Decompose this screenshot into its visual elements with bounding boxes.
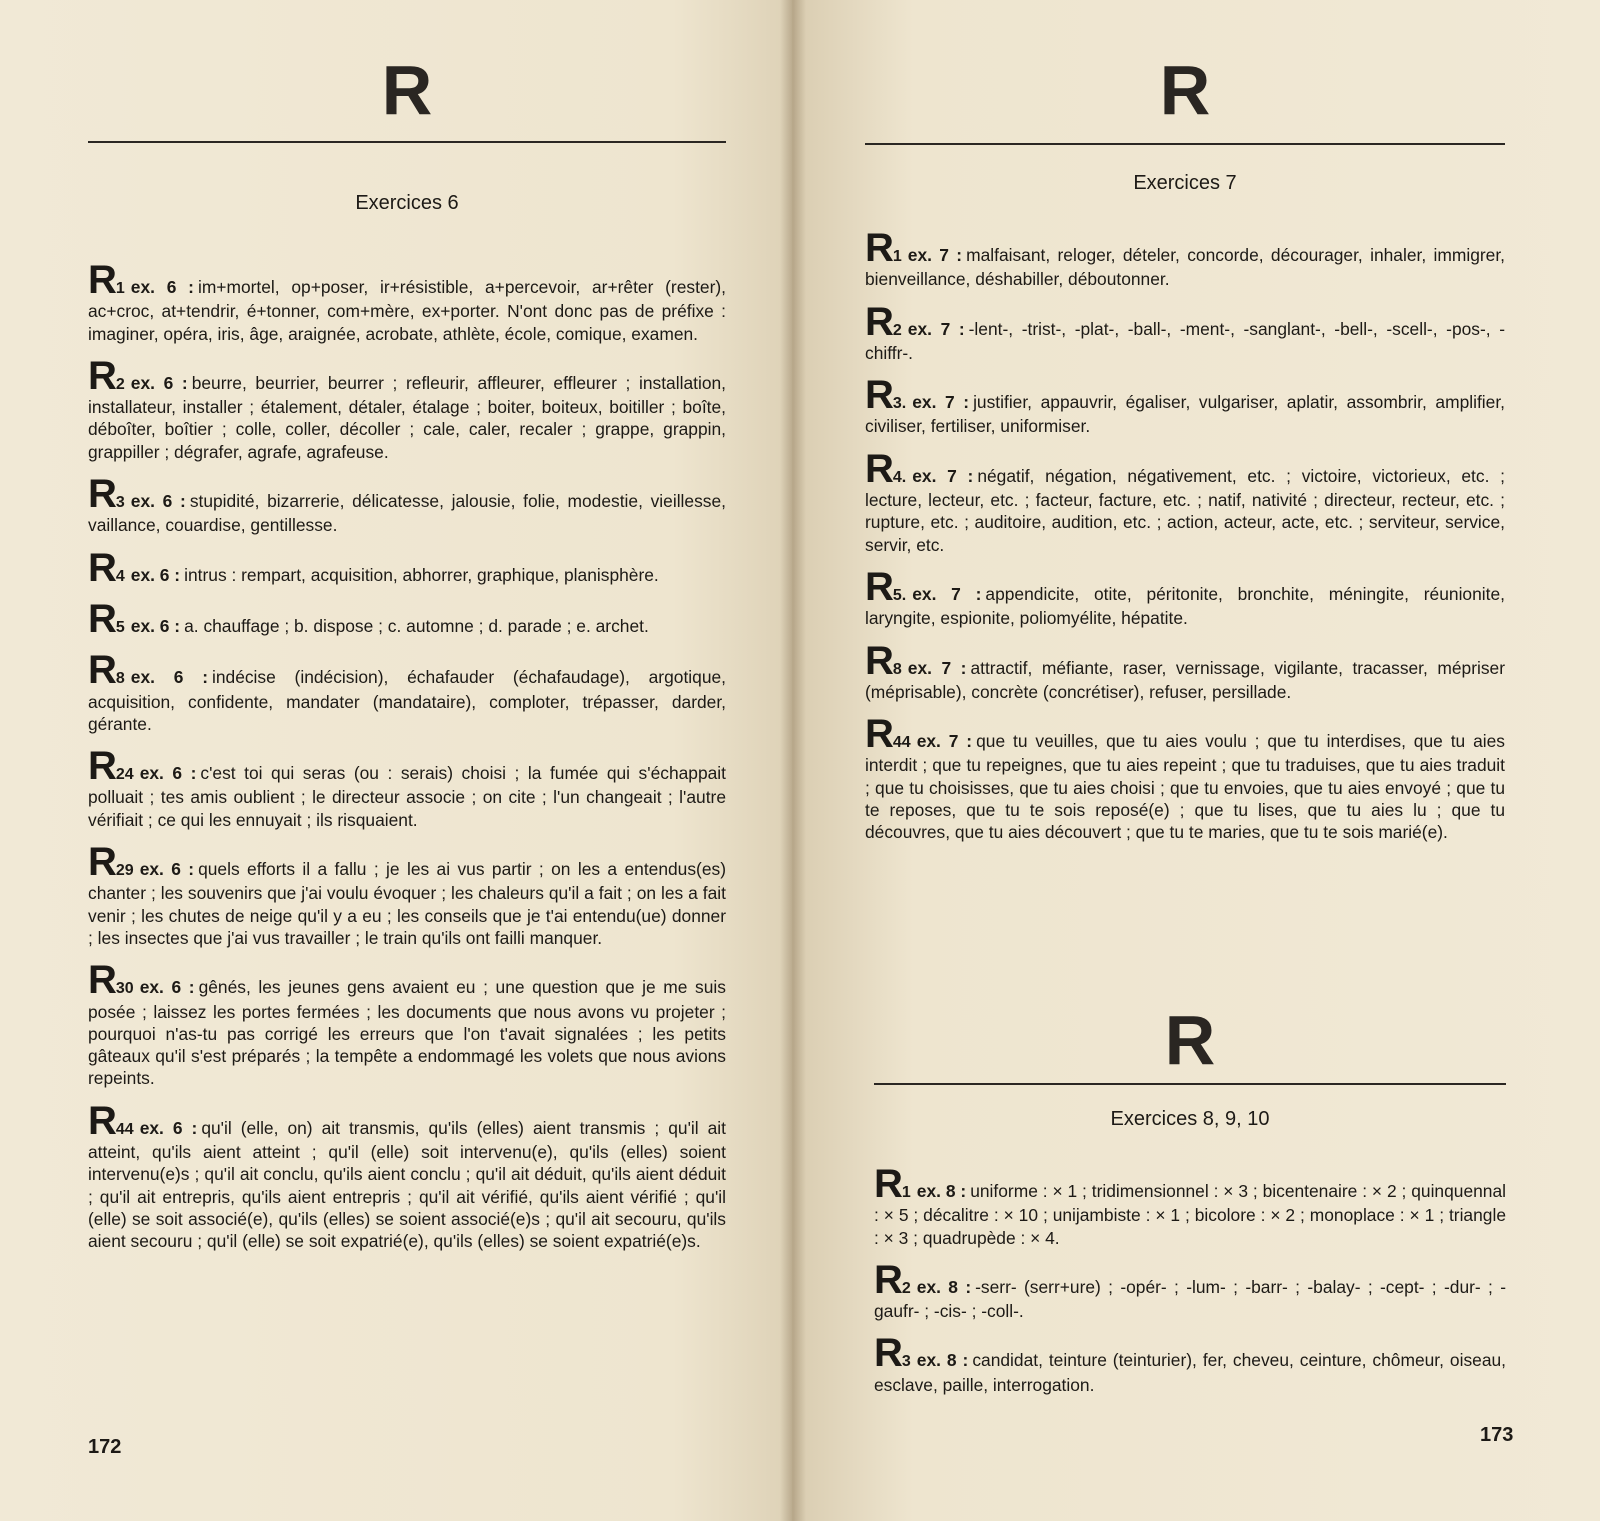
entry-letter: R — [865, 299, 893, 344]
entry-letter: R — [874, 1257, 902, 1302]
entry-number: 44 — [115, 1120, 134, 1138]
entry-text: uniforme : × 1 ; tridimensionnel : × 3 ; bicentenaire : × 2 ; quinquennal : × 5 ; décalitre : × 10 ; unijambiste : × 1 ; bicolore : × 2 ; monoplace : × 1 ; triangle : × 3 ; quadrupède : × 4. — [874, 1181, 1506, 1248]
entry-number: 5. — [892, 586, 907, 604]
entry-number: 8 — [892, 660, 902, 678]
entry-letter: R — [88, 545, 116, 590]
entry-exercise-ref: ex. 6 : — [139, 1117, 198, 1138]
entry-text: appendicite, otite, péritonite, bronchite, méningite, réunionite, laryngite, espionite, poliomyélite, hépatite. — [865, 583, 1505, 629]
entry-letter: R — [88, 258, 116, 302]
answer-entry — [865, 638, 1506, 704]
entry-exercise-ref: ex. 7 : — [912, 465, 974, 486]
left-section — [88, 51, 727, 1273]
entry-letter: R — [865, 446, 893, 491]
entry-letter: R — [88, 744, 116, 789]
entry-letter: R — [88, 472, 116, 517]
entry-text: qu'il (elle, on) ait transmis, qu'ils (elles) aient transmis ; qu'il ait atteint, qu'ils aient atteint ; qu'il (elle) soit intervenu(e), qu'ils (elles) soient intervenu(e)s ; qu'il ait conclu, qu'ils aient conclu ; qu'il ait déduit, qu'ils aient déduit ; qu'il ait entrepris, qu'ils aient entrepris ; qu'il ait vérifié, qu'ils aient vérifié ; qu'il (elle) se soit associé(e), qu'ils (elles) se soient associé(e)s ; qu'il ait secouru, qu'ils aient secouru ; qu'il (elle) se soit expatrié(e), qu'ils (elles) se soient expatrié(e)s. — [88, 1117, 726, 1252]
answer-entry — [88, 648, 726, 735]
entry-text: stupidité, bizarrerie, délicatesse, jalousie, folie, modestie, vieillesse, vaillance, couardise, gentillesse. — [88, 491, 726, 536]
entry-number: 24 — [115, 766, 134, 784]
answer-entry — [88, 958, 726, 1089]
entry-text: malfaisant, reloger, dételer, concorde, décourager, inhaler, immigrer, bienveillance, déshabiller, déboutonner. — [865, 245, 1505, 290]
book-gutter — [780, 0, 806, 1521]
entry-text: im+mortel, op+poser, ir+résistible, a+percevoir, ar+rêter (rester), ac+croc, at+tendrir, é+tonner, com+mère, ex+porter. N'ont donc pas de préfixe : imaginer, opéra, iris, âge, araignée, acrobate, athlète, école, comique, examen. — [88, 277, 726, 344]
entry-exercise-ref: ex. 6 : — [130, 667, 208, 688]
entry-exercise-ref: ex. 7 : — [912, 392, 970, 413]
answer-entry — [88, 596, 726, 641]
entry-letter: R — [865, 226, 893, 270]
answer-entry — [88, 840, 726, 949]
entry-list — [874, 1162, 1506, 1396]
entry-exercise-ref: ex. 6 : — [130, 564, 181, 585]
entry-letter: R — [865, 564, 893, 609]
answer-entry — [88, 1098, 726, 1253]
entry-text: c'est toi qui seras (ou : serais) choisi ; la fumée qui s'échappait polluait ; tes amis oublient ; le directeur associe ; on cite ; l'un changeait ; l'autre vérifiait ; ce qui les ennuyait ; ils risquaient. — [88, 763, 726, 830]
answer-entry — [874, 1162, 1506, 1249]
entry-number: 30 — [115, 980, 134, 998]
page-number: 173 — [1480, 1424, 1514, 1446]
entry-exercise-ref: ex. 6 : — [130, 372, 188, 393]
entry-number: 1 — [892, 248, 902, 265]
section-heading: Exercices 8, 9, 10 — [1110, 1108, 1270, 1130]
entry-text: négatif, négation, négativement, etc. ; victoire, victorieux, etc. ; lecture, lecteur, etc. ; facteur, facture, etc. ; natif, nativité ; directeur, recteur, etc. ; rupture, etc. ; auditoire, audition, etc. ; action, acteur, acte, etc. ; serviteur, service, servir, etc. — [865, 465, 1505, 555]
entry-letter: R — [865, 638, 893, 683]
entry-number: 2 — [901, 1279, 911, 1297]
answer-entry — [88, 353, 727, 463]
entry-letter: R — [874, 1162, 902, 1206]
entry-letter: R — [865, 373, 893, 418]
entry-text: attractif, méfiante, raser, vernissage, vigilante, tracasser, mépriser (méprisable), concrète (concrétiser), refuser, persillade. — [865, 657, 1506, 702]
answer-entry — [874, 1331, 1506, 1396]
answer-entry — [865, 564, 1505, 630]
entry-exercise-ref: ex. 7 : — [907, 245, 963, 265]
entry-text: que tu veuilles, que tu aies voulu ; que tu interdises, que tu aies interdit ; que tu repeignes, que tu aies repeint ; que tu traduises, que tu aies traduit ; que tu choisisses, que tu aies choisi ; que tu envoies, que tu aies envoyé ; que tu te reposes, que tu te sois reposé(e) ; que tu lises, que tu aies lu ; que tu découvres, que tu aies découvert ; que tu te maries, que tu te sois marié(e). — [865, 731, 1505, 843]
entry-letter: R — [88, 958, 116, 1003]
right-section-a — [865, 51, 1506, 864]
entry-text: gênés, les jeunes gens avaient eu ; une question que je me suis posée ; laissez les portes fermées ; les documents que nous avons vu projeter ; pourquoi n'as-tu pas corrigé les erreurs que l'on t'avait signalées ; les petits gâteaux qu'il s'est préparés ; la tempête a endommagé les volets que nous avions repeints. — [88, 977, 726, 1089]
entry-exercise-ref: ex. 6 : — [130, 277, 194, 297]
answer-entry — [865, 299, 1505, 365]
answer-entry — [88, 545, 726, 590]
answer-entry — [865, 373, 1505, 438]
answer-entry — [88, 472, 726, 537]
entry-letter: R — [874, 1331, 902, 1376]
entry-number: 3 — [115, 494, 125, 512]
page-number: 172 — [88, 1436, 122, 1458]
section-heading: Exercices 6 — [355, 192, 459, 214]
section-rule — [874, 1083, 1506, 1085]
entry-exercise-ref: ex. 8 : — [916, 1350, 969, 1371]
entry-number: 44 — [892, 734, 911, 752]
entry-exercise-ref: ex. 7 : — [916, 731, 973, 752]
left-page — [0, 0, 792, 1521]
entry-exercise-ref: ex. 6 : — [130, 491, 186, 512]
section-letter: R — [1164, 1001, 1216, 1079]
answer-entry — [88, 744, 726, 831]
answer-entry — [865, 226, 1505, 291]
entry-number: 8 — [115, 670, 125, 688]
entry-text: quels efforts il a fallu ; je les ai vus partir ; on les a entendus(es) chanter ; les souvenirs que j'ai voulu évoquer ; les chaleurs qu'il a fait ; on les a fait venir ; les chutes de neige qu'il y a eu ; les conseils que je t'ai entendu(ue) donner ; les insectes que j'ai vus travailler ; le train qu'ils ont failli manquer. — [88, 859, 726, 948]
entry-exercise-ref: ex. 7 : — [912, 583, 982, 604]
entry-number: 4. — [892, 468, 907, 486]
entry-exercise-ref: ex. 6 : — [130, 615, 181, 636]
answer-entry — [865, 712, 1505, 843]
entry-number: 5 — [115, 618, 125, 636]
entry-list — [865, 226, 1506, 844]
section-rule — [865, 143, 1505, 145]
entry-exercise-ref: ex. 8 : — [916, 1276, 972, 1297]
section-letter: R — [1159, 51, 1211, 129]
entry-text: a. chauffage ; b. dispose ; c. automne ; d. parade ; e. archet. — [184, 615, 649, 636]
entry-number: 1 — [115, 280, 125, 297]
entry-letter: R — [88, 353, 116, 398]
entry-number: 4 — [115, 567, 125, 585]
entry-letter: R — [88, 596, 116, 641]
entry-number: 2 — [892, 321, 902, 339]
entry-list — [88, 258, 727, 1253]
entry-text: -lent-, -trist-, -plat-, -ball-, -ment-, -sanglant-, -bell-, -scell-, -pos-, -chiffr-. — [865, 318, 1505, 363]
answer-entry — [865, 446, 1505, 556]
answer-entry — [88, 258, 726, 345]
entry-letter: R — [88, 1098, 116, 1143]
section-letter: R — [381, 51, 433, 129]
entry-number: 29 — [115, 862, 134, 880]
entry-text: indécise (indécision), échafauder (échafaudage), argotique, acquisition, confidente, mandater (mandataire), comploter, trépasser, darder, gérante. — [88, 667, 726, 734]
section-heading: Exercices 7 — [1133, 172, 1237, 194]
entry-exercise-ref: ex. 6 : — [139, 977, 195, 998]
entry-letter: R — [88, 840, 116, 885]
entry-text: -serr- (serr+ure) ; -opér- ; -lum- ; -barr- ; -balay- ; -cept- ; -dur- ; -gaufr- ; -cis- ; -coll-. — [874, 1276, 1506, 1322]
entry-exercise-ref: ex. 8 : — [916, 1181, 967, 1201]
entry-number: 2 — [115, 375, 125, 393]
entry-number: 3. — [892, 395, 907, 413]
entry-exercise-ref: ex. 7 : — [907, 657, 967, 678]
entry-exercise-ref: ex. 7 : — [907, 318, 965, 339]
entry-letter: R — [88, 648, 116, 693]
entry-text: intrus : rempart, acquisition, abhorrer, graphique, planisphère. — [184, 564, 659, 585]
entry-exercise-ref: ex. 6 : — [139, 763, 197, 784]
entry-text: justifier, appauvrir, égaliser, vulgariser, aplatir, assombrir, amplifier, civiliser, fertiliser, uniformiser. — [865, 392, 1505, 437]
entry-exercise-ref: ex. 6 : — [139, 859, 195, 880]
entry-number: 1 — [901, 1184, 911, 1201]
right-section-b — [874, 1001, 1506, 1416]
answer-entry — [874, 1257, 1506, 1323]
entry-letter: R — [865, 712, 893, 757]
section-rule — [88, 141, 726, 143]
right-page — [792, 0, 1600, 1521]
entry-text: candidat, teinture (teinturier), fer, cheveu, ceinture, chômeur, oiseau, esclave, paille, interrogation. — [874, 1350, 1506, 1395]
entry-text: beurre, beurrier, beurrer ; refleurir, affleurer, effleurer ; installation, installateur, installer ; étalement, détaler, étalage ; boiter, boiteux, boitiller ; boîte, déboîter, boîtier ; colle, coller, décoller ; cale, caler, recaler ; grappe, grappin, grappiller ; dégrafer, agrafe, agrafeuse. — [88, 372, 727, 462]
entry-number: 3 — [901, 1353, 911, 1371]
